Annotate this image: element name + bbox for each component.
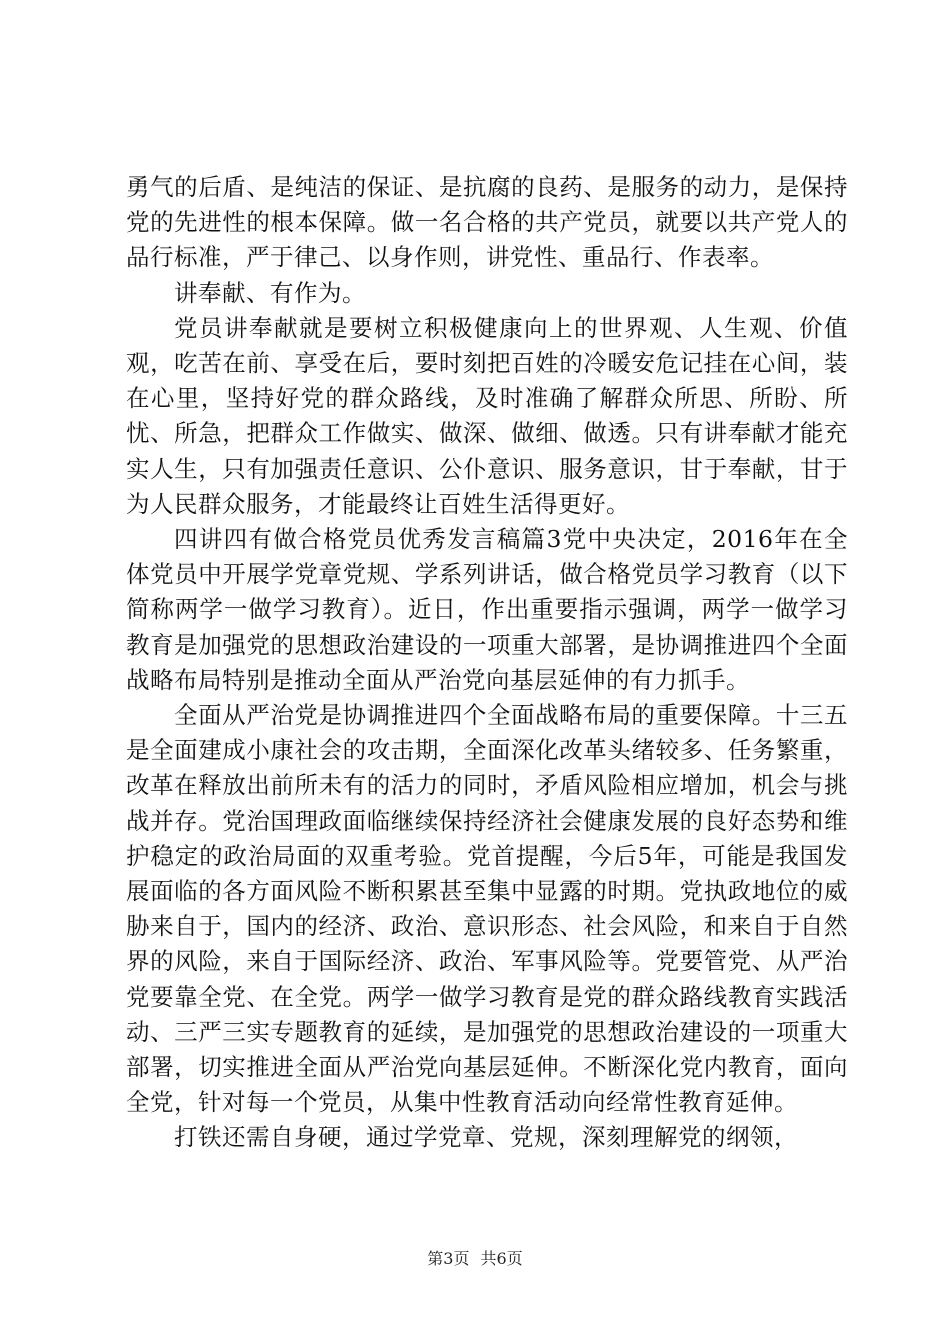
body-text <box>126 170 848 1156</box>
paragraph: 打铁还需自身硬，通过学党章、党规，深刻理解党的纲领， <box>174 1123 798 1152</box>
paragraph: 四讲四有做合格党员优秀发言稿篇3党中央决定，2016年在全体党员中开展学党章党规、学系列讲话，做合格党员学习教育（以下简称两学一做学习教育）。近日，作出重要指示强调，两学一做学习教育是加强党的思想政治建设的一项重大部署，是协调推进四个全面战略布局特别是推动全面从严治党向基层延伸的有力抓手。 <box>126 525 848 694</box>
paragraph: 全面从严治党是协调推进四个全面战略布局的重要保障。十三五是全面建成小康社会的攻击期，全面深化改革头绪较多、任务繁重，改革在释放出前所未有的活力的同时，矛盾风险相应增加，机会与挑战并存。党治国理政面临继续保持经济社会健康发展的良好态势和维护稳定的政治局面的双重考验。党首提醒，今后5年，可能是我国发展面临的各方面风险不断积累甚至集中显露的时期。党执政地位的威胁来自于，国内的经济、政治、意识形态、社会风险，和来自于自然界的风险，来自于国际经济、政治、军事风险等。党要管党、从严治党要靠全党、在全党。两学一做学习教育是党的群众路线教育实践活动、三严三实专题教育的延续，是加强党的思想政治建设的一项重大部署，切实推进全面从严治党向基层延伸。不断深化党内教育，面向全党，针对每一个党员，从集中性教育活动向经常性教育延伸。 <box>126 701 848 1117</box>
paragraph: 党员讲奉献就是要树立积极健康向上的世界观、人生观、价值观，吃苦在前、享受在后，要时刻把百姓的冷暖安危记挂在心间，装在心里，坚持好党的群众路线，及时准确了解群众所思、所盼、所忧、所急，把群众工作做实、做深、做细、做透。只有讲奉献才能充实人生，只有加强责任意识、公仆意识、服务意识，甘于奉献，甘于为人民群众服务，才能最终让百姓生活得更好。 <box>126 313 848 518</box>
paragraph: 勇气的后盾、是纯洁的保证、是抗腐的良药、是服务的动力，是保持党的先进性的根本保障。做一名合格的共产党员，就要以共产党人的品行标准，严于律己、以身作则，讲党性、重品行、作表率。 <box>126 173 848 272</box>
page-number: 第3页 <box>427 1249 470 1268</box>
page-total: 共6页 <box>480 1249 523 1268</box>
page-footer <box>0 1246 950 1269</box>
paragraph: 讲奉献、有作为。 <box>174 278 366 307</box>
